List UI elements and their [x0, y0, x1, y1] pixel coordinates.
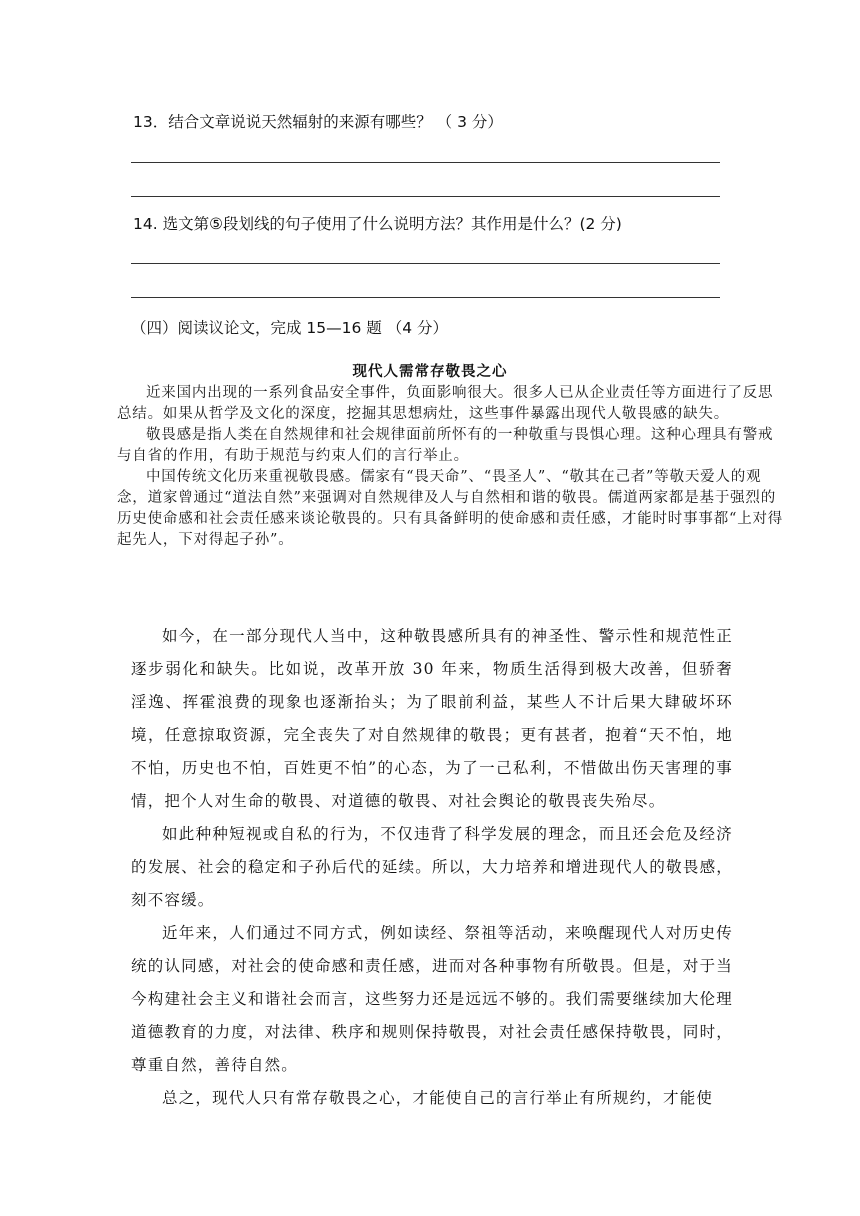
answer-line[interactable] — [131, 196, 720, 197]
answer-line[interactable] — [131, 162, 720, 163]
answer-line[interactable] — [131, 297, 720, 298]
question-13: 13．结合文章说说天然辐射的来源有哪些？ （ 3 分） — [133, 113, 503, 131]
paragraph-7: 总之，现代人只有常存敬畏之心，才能使自己的言行举止有所规约，才能使 — [162, 1089, 714, 1107]
paragraph-1: 近来国内出现的一系列食品安全事件，负面影响很大。很多人已从企业责任等方面进行了反思总结。如果从哲学及文化的深度，挖掘其思想病灶，这些事件暴露出现代人敬畏感的缺失。 — [117, 385, 774, 422]
paragraph-6: 近年来，人们通过不同方式，例如读经、祭祖等活动，来唤醒现代人对历史传统的认同感，对社会的使命感和责任感，进而对各种事物有所敬畏。但是，对于当今构建社会主义和谐社会而言，这些努力还是远远不够的。我们需要继续加大伦理道德教育的力度，对法律、秩序和规则保持敬畏，对社会责任感保持敬畏，同时，尊重自然，善待自然。 — [131, 924, 733, 1074]
article-title: 现代人需常存敬畏之心 — [352, 363, 508, 380]
answer-line[interactable] — [131, 263, 720, 264]
paragraph-3: 中国传统文化历来重视敬畏感。儒家有“畏天命”、“畏圣人”、“敬其在己者”等敬天爱人的观念，道家曾通过“道法自然”来强调对自然规律及人与自然相和谐的敬畏。儒道两家都是基于强烈的历史使命感和社会责任感来谈论敬畏的。只有具备鲜明的使命感和责任感，才能时时事事都“上对得起先人，下对得起子孙”。 — [117, 469, 784, 548]
paragraph-2: 敬畏感是指人类在自然规律和社会规律面前所怀有的一种敬重与畏惧心理。这种心理具有警戒与自省的作用，有助于规范与约束人们的言行举止。 — [117, 427, 774, 464]
article-body — [131, 620, 733, 1115]
scanned-paragraphs — [117, 383, 787, 551]
section-heading: （四）阅读议论文，完成 15—16 题 （4 分） — [131, 319, 449, 337]
paragraph-4: 如今，在一部分现代人当中，这种敬畏感所具有的神圣性、警示性和规范性正逐步弱化和缺失。比如说，改革开放 30 年来，物质生活得到极大改善，但骄奢淫逸、挥霍浪费的现象也逐渐抬头；为了眼前利益，某些人不计后果大肆破坏环境，任意掠取资源，完全丧失了对自然规律的敬畏；更有甚者，抱着“天不怕，地不怕，历史也不怕，百姓更不怕”的心态，为了一己私利，不惜做出伤天害理的事情，把个人对生命的敬畏、对道德的敬畏、对社会舆论的敬畏丧失殆尽。 — [131, 627, 733, 810]
question-14: 14. 选文第⑤段划线的句子使用了什么说明方法？其作用是什么？(2 分) — [133, 215, 622, 233]
paragraph-5: 如此种种短视或自私的行为，不仅违背了科学发展的理念，而且还会危及经济的发展、社会的稳定和子孙后代的延续。所以，大力培养和增进现代人的敬畏感，刻不容缓。 — [131, 825, 733, 909]
